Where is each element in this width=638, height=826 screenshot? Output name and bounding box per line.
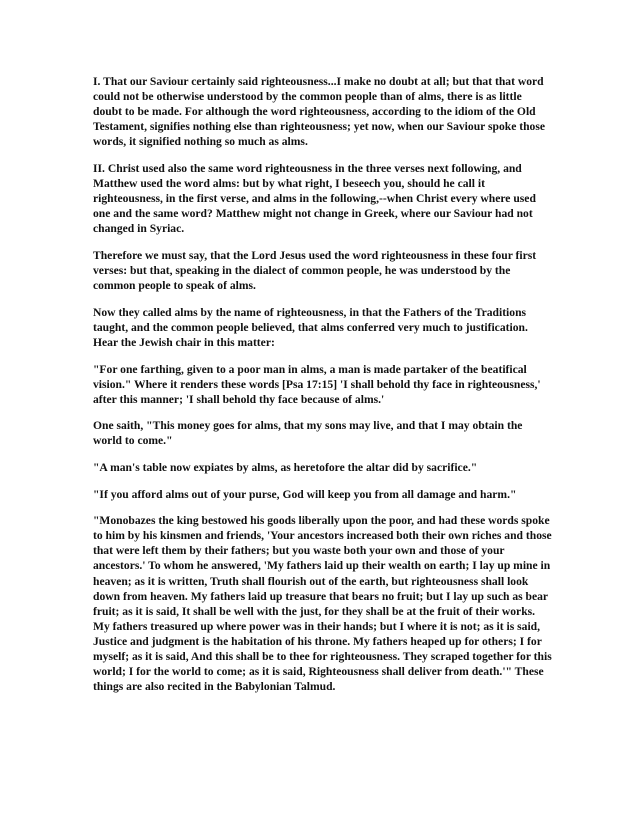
paragraph-4: Now they called alms by the name of righteousness, in that the Fathers of the Traditions taught, and the common people believed, that alms conferred very much to justification. Hear the Jewish chair in this matter:	[93, 305, 528, 349]
paragraph-3: Therefore we must say, that the Lord Jesus used the word righteousness in these four first verses: but that, speaking in the dialect of common people, he was understood by the common people to speak of alms.	[93, 248, 537, 293]
paragraph-9: "Monobazes the king bestowed his goods liberally upon the poor, and had these words spoke to him by his kinsmen and friends, 'Your ancestors increased both their own riches and those that were left them by their fathers; but you waste both your own and those of your ancestors.' To whom he answered, 'My fathers laid up their wealth on earth; I lay up mine in heaven; as it is written, Truth shall flourish out of the earth, but righteousness shall look down from heaven. My fathers laid up treasure that bears no fruit; but I lay up such as bear fruit; as it is said, It shall be well with the just, for they shall be at the fruit of their works. My fathers treasured up where power was in their hands; but I where it is not; as it is said, Justice and judgment is the habitation of his throne. My fathers heaped up for others; I for myself; as it is said, And this shall be to thee for righteousness. They scraped together for this world; I for the world to come; as it is said, Righteousness shall deliver from death.'" These things are also recited in the Babylonian Talmud.	[93, 514, 552, 694]
paragraph-1: I. That our Saviour certainly said righteousness...I make no doubt at all; but that that word could not be otherwise understood by the common people than of alms, there is as little doubt to be made. For although the word righteousness, according to the idiom of the Old Testament, signifies nothing else than righteousness; yet now, when our Saviour spoke those words, it signified nothing so much as alms.	[93, 75, 545, 149]
paragraph-2: II. Christ used also the same word righteousness in the three verses next following, and Matthew used the word alms: but by what right, I beseech you, should he call it righteousness, in the first verse, and alms in the following,--when Christ every where used one and the same word? Matthew might not change in Greek, where our Saviour had not changed in Syriac.	[93, 161, 536, 236]
paragraph-5: "For one farthing, given to a poor man in alms, a man is made partaker of the beatifical vision." Where it renders these words [Psa 17:15] 'I shall behold thy face in righteousness,' after this manner; 'I shall behold thy face because of alms.'	[93, 362, 541, 406]
paragraph-8: "If you afford alms out of your purse, God will keep you from all damage and harm."	[93, 487, 517, 501]
paragraph-6: One saith, "This money goes for alms, that my sons may live, and that I may obtain the world to come."	[93, 419, 523, 448]
paragraph-7: "A man's table now expiates by alms, as heretofore the altar did by sacrifice."	[93, 460, 478, 474]
document-page	[93, 74, 553, 706]
